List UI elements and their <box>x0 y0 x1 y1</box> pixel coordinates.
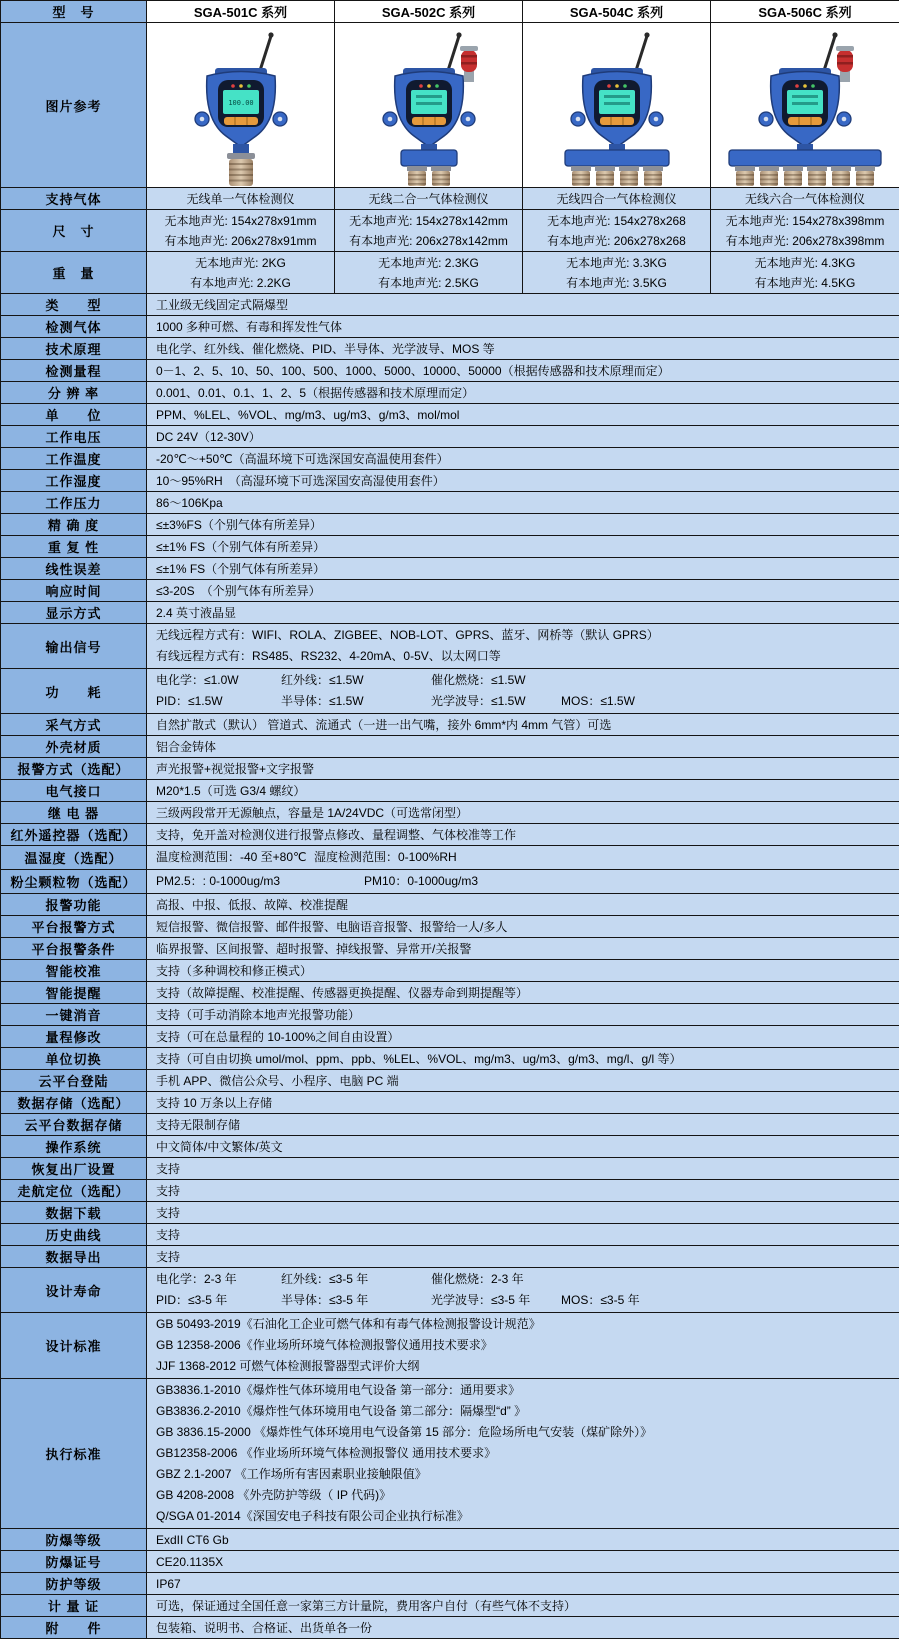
sga-504c-detector-illustration <box>524 24 710 187</box>
spec-row-value: 手机 APP、微信公众号、小程序、电脑 PC 端 <box>147 1070 899 1092</box>
model-name: SGA-506C 系列 <box>711 1 899 23</box>
spec-row-value: 支持 <box>147 1202 899 1224</box>
spec-segment: PID：≤3-5 年 <box>156 1290 281 1311</box>
model-header-label: 型 号 <box>1 1 147 23</box>
spec-row-value: -20℃～+50℃（高温环境下可选深国安高温使用套件） <box>147 448 899 470</box>
spec-row <box>1 558 899 580</box>
spec-row <box>1 960 899 982</box>
product-image-cell <box>711 23 899 188</box>
model-name: SGA-504C 系列 <box>523 1 711 23</box>
spec-segment: 光学波导：≤1.5W <box>431 691 561 712</box>
spec-row-value: 铝合金铸体 <box>147 736 899 758</box>
spec-row-value: 声光报警+视觉报警+文字报警 <box>147 758 899 780</box>
weight-row-line: 无本地声光: 2.3KG <box>335 253 522 273</box>
sga-506c-detector-illustration <box>712 24 898 187</box>
spec-row-value: 支持 <box>147 1224 899 1246</box>
spec-line <box>156 871 895 892</box>
weight-row-value <box>147 252 335 294</box>
spec-row-value <box>147 870 899 894</box>
sensor-manifold <box>565 150 669 166</box>
supported-gas-value: 无线四合一气体检测仪 <box>523 188 711 210</box>
spec-segment: PM10：0-1000ug/m3 <box>364 871 478 892</box>
weight-row <box>1 252 899 294</box>
spec-row-label: 智能提醒 <box>1 982 147 1004</box>
spec-row-label: 分 辨 率 <box>1 382 147 404</box>
spec-row-label: 走航定位（选配） <box>1 1180 147 1202</box>
spec-row-label: 精 确 度 <box>1 514 147 536</box>
spec-row-label: 输出信号 <box>1 624 147 669</box>
spec-row-value: 0－1、2、5、10、50、100、500、1000、5000、10000、50000（根据传感器和技术原理而定） <box>147 360 899 382</box>
spec-row-value: ≤3-20S （个别气体有所差异） <box>147 580 899 602</box>
spec-row-value: 支持，免开盖对检测仪进行报警点修改、量程调整、气体校准等工作 <box>147 824 899 846</box>
spec-row-label: 工作电压 <box>1 426 147 448</box>
spec-row-label: 外壳材质 <box>1 736 147 758</box>
spec-row-label: 工作湿度 <box>1 470 147 492</box>
spec-row <box>1 1313 899 1379</box>
spec-line: GB12358-2006 《作业场所环境气体检测报警仪 通用技术要求》 <box>156 1443 895 1464</box>
spec-row <box>1 316 899 338</box>
weight-row-line: 无本地声光: 2KG <box>147 253 334 273</box>
spec-row-value: 支持无限制存储 <box>147 1114 899 1136</box>
spec-row-label: 数据存储（选配） <box>1 1092 147 1114</box>
device-buttons <box>412 117 446 125</box>
model-name: SGA-502C 系列 <box>335 1 523 23</box>
spec-row-label: 量程修改 <box>1 1026 147 1048</box>
spec-row-value: 三级两段常开无源触点，容量是 1A/24VDC（可选常闭型） <box>147 802 899 824</box>
spec-row-label: 一键消音 <box>1 1004 147 1026</box>
device-buttons <box>224 117 258 125</box>
spec-row-label: 报警方式（选配） <box>1 758 147 780</box>
spec-segment: 电化学：≤1.0W <box>156 670 281 691</box>
spec-row <box>1 1026 899 1048</box>
spec-row-value: 高报、中报、低报、故障、校准提醒 <box>147 894 899 916</box>
spec-line: Q/SGA 01-2014《深国安电子科技有限公司企业执行标准》 <box>156 1506 895 1527</box>
spec-row-label: 恢复出厂设置 <box>1 1158 147 1180</box>
weight-row-line: 有本地声光: 4.5KG <box>711 273 899 293</box>
spec-row <box>1 1379 899 1529</box>
spec-line <box>156 1269 895 1290</box>
product-image-cell <box>523 23 711 188</box>
spec-segment: 电化学：2-3 年 <box>156 1269 281 1290</box>
spec-row <box>1 624 899 669</box>
spec-line: GB3836.2-2010《爆炸性气体环境用电气设备 第二部分：隔爆型“d” 》 <box>156 1401 895 1422</box>
supported-gas-row <box>1 188 899 210</box>
spec-row-value: 电化学、红外线、催化燃烧、PID、半导体、光学波导、MOS 等 <box>147 338 899 360</box>
spec-row-label: 数据导出 <box>1 1246 147 1268</box>
spec-row <box>1 580 899 602</box>
spec-row <box>1 870 899 894</box>
spec-row <box>1 1617 899 1639</box>
spec-row-label: 功 耗 <box>1 669 147 714</box>
spec-row-label: 历史曲线 <box>1 1224 147 1246</box>
spec-row-label: 数据下载 <box>1 1202 147 1224</box>
size-row-value <box>147 210 335 252</box>
spec-row-label: 防护等级 <box>1 1573 147 1595</box>
spec-row-value: 10～95%RH （高湿环境下可选深国安高湿使用套件） <box>147 470 899 492</box>
spec-row <box>1 1092 899 1114</box>
spec-row <box>1 1070 899 1092</box>
size-row-line: 有本地声光: 206x278x268 <box>523 231 710 251</box>
spec-row-label: 操作系统 <box>1 1136 147 1158</box>
spec-row <box>1 602 899 624</box>
spec-row-value: IP67 <box>147 1573 899 1595</box>
spec-row-label: 技术原理 <box>1 338 147 360</box>
spec-row-label: 防爆等级 <box>1 1529 147 1551</box>
spec-segment: PM2.5：: 0-1000ug/m3 <box>156 871 364 892</box>
spec-row-label: 电气接口 <box>1 780 147 802</box>
spec-segment: 半导体：≤3-5 年 <box>281 1290 431 1311</box>
size-row-value <box>711 210 899 252</box>
spec-row <box>1 1158 899 1180</box>
spec-row <box>1 294 899 316</box>
spec-line: JJF 1368-2012 可燃气体检测报警器型式评价大纲 <box>156 1356 895 1377</box>
spec-row-label: 显示方式 <box>1 602 147 624</box>
spec-row-value: 短信报警、微信报警、邮件报警、电脑语音报警、报警给一人/多人 <box>147 916 899 938</box>
sga-502c-detector-illustration <box>336 24 522 187</box>
spec-segment: 红外线：≤1.5W <box>281 670 431 691</box>
spec-row-value <box>147 624 899 669</box>
spec-row <box>1 938 899 960</box>
spec-row-label: 计 量 证 <box>1 1595 147 1617</box>
spec-row-label: 云平台登陆 <box>1 1070 147 1092</box>
device-screen-reading: 100.00 <box>228 99 253 107</box>
product-image-cell <box>147 23 335 188</box>
spec-row-value <box>147 1379 899 1529</box>
spec-line: 无线远程方式有：WIFI、ROLA、ZIGBEE、NOB-LOT、GPRS、蓝牙、网桥等（默认 GPRS） <box>156 625 895 646</box>
weight-row-value <box>523 252 711 294</box>
spec-row-label: 温湿度（选配） <box>1 846 147 870</box>
spec-row-value: 支持（可手动消除本地声光报警功能） <box>147 1004 899 1026</box>
spec-segment: 温度检测范围：-40 至+80℃ <box>156 847 314 868</box>
spec-row-value: 支持（故障提醒、校准提醒、传感器更换提醒、仪器寿命到期提醒等） <box>147 982 899 1004</box>
spec-row <box>1 1246 899 1268</box>
spec-row <box>1 1595 899 1617</box>
spec-line: GBZ 2.1-2007 《工作场所有害因素职业接触限值》 <box>156 1464 895 1485</box>
spec-row <box>1 714 899 736</box>
spec-segment: 催化燃烧：≤1.5W <box>431 670 561 691</box>
size-row-line: 有本地声光: 206x278x91mm <box>147 231 334 251</box>
weight-row-line: 无本地声光: 3.3KG <box>523 253 710 273</box>
spec-row-value: 2.4 英寸液晶显 <box>147 602 899 624</box>
spec-row-label: 检测量程 <box>1 360 147 382</box>
weight-row-line: 无本地声光: 4.3KG <box>711 253 899 273</box>
spec-row-value: ExdII CT6 Gb <box>147 1529 899 1551</box>
size-row-line: 无本地声光: 154x278x268 <box>523 211 710 231</box>
spec-row-label: 平台报警条件 <box>1 938 147 960</box>
spec-segment: 湿度检测范围：0-100%RH <box>314 847 457 868</box>
spec-row-value: ≤±3%FS（个别气体有所差异） <box>147 514 899 536</box>
size-row <box>1 210 899 252</box>
spec-row-label: 智能校准 <box>1 960 147 982</box>
spec-row-value: 临界报警、区间报警、超时报警、掉线报警、异常开/关报警 <box>147 938 899 960</box>
size-row-value <box>335 210 523 252</box>
device-buttons <box>600 117 634 125</box>
spec-row-value: 支持 <box>147 1158 899 1180</box>
spec-row-value: 支持（可在总量程的 10-100%之间自由设置） <box>147 1026 899 1048</box>
weight-row-line: 有本地声光: 3.5KG <box>523 273 710 293</box>
spec-segment: 催化燃烧：2-3 年 <box>431 1269 561 1290</box>
spec-row-label: 附 件 <box>1 1617 147 1639</box>
spec-row <box>1 982 899 1004</box>
size-row-label: 尺 寸 <box>1 210 147 252</box>
device-buttons <box>788 117 822 125</box>
spec-line: GB 3836.15-2000 《爆炸性气体环境用电气设备第 15 部分：危险场所电气安装（煤矿除外）》 <box>156 1422 895 1443</box>
spec-row-label: 工作温度 <box>1 448 147 470</box>
spec-line <box>156 670 895 691</box>
spec-row-value: 中文简体/中文繁体/英文 <box>147 1136 899 1158</box>
spec-row <box>1 470 899 492</box>
spec-row-label: 响应时间 <box>1 580 147 602</box>
spec-row <box>1 1202 899 1224</box>
spec-row-label: 采气方式 <box>1 714 147 736</box>
spec-row-value: 支持 10 万条以上存储 <box>147 1092 899 1114</box>
spec-row <box>1 426 899 448</box>
spec-row <box>1 1551 899 1573</box>
spec-line: GB 12358-2006《作业场所环境气体检测报警仪通用技术要求》 <box>156 1335 895 1356</box>
spec-row-value: 0.001、0.01、0.1、1、2、5（根据传感器和技术原理而定） <box>147 382 899 404</box>
spec-row <box>1 802 899 824</box>
spec-row-value <box>147 846 899 870</box>
size-row-line: 无本地声光: 154x278x142mm <box>335 211 522 231</box>
spec-line <box>156 847 895 868</box>
spec-row <box>1 894 899 916</box>
spec-row-value: 1000 多种可燃、有毒和挥发性气体 <box>147 316 899 338</box>
spec-row-value <box>147 669 899 714</box>
sensor-manifold <box>401 150 457 166</box>
spec-row-label: 单位切换 <box>1 1048 147 1070</box>
spec-row-value: DC 24V（12-30V） <box>147 426 899 448</box>
spec-row <box>1 514 899 536</box>
spec-segment: MOS：≤1.5W <box>561 691 635 712</box>
supported-gas-value: 无线六合一气体检测仪 <box>711 188 899 210</box>
sensor-manifold <box>729 150 881 166</box>
spec-row <box>1 758 899 780</box>
spec-row-value: 支持（可自由切换 umol/mol、ppm、ppb、%LEL、%VOL、mg/m3、ug/m3、g/m3、mg/l、g/l 等） <box>147 1048 899 1070</box>
spec-row <box>1 1224 899 1246</box>
spec-row <box>1 1136 899 1158</box>
spec-row <box>1 1529 899 1551</box>
spec-row-label: 线性误差 <box>1 558 147 580</box>
spec-row-value: 86～106Kpa <box>147 492 899 514</box>
spec-segment: 红外线：≤3-5 年 <box>281 1269 431 1290</box>
weight-row-value <box>335 252 523 294</box>
spec-row-value: ≤±1% FS（个别气体有所差异） <box>147 536 899 558</box>
spec-row <box>1 780 899 802</box>
supported-gas-label: 支持气体 <box>1 188 147 210</box>
model-name: SGA-501C 系列 <box>147 1 335 23</box>
size-row-line: 有本地声光: 206x278x142mm <box>335 231 522 251</box>
spec-segment: 半导体：≤1.5W <box>281 691 431 712</box>
spec-segment: MOS：≤3-5 年 <box>561 1290 640 1311</box>
spec-row-value: PPM、%LEL、%VOL、mg/m3、ug/m3、g/m3、mol/mol <box>147 404 899 426</box>
spec-row <box>1 1180 899 1202</box>
spec-row-label: 类 型 <box>1 294 147 316</box>
spec-row <box>1 916 899 938</box>
spec-row-label: 检测气体 <box>1 316 147 338</box>
spec-row-value: 支持（多种调校和修正模式） <box>147 960 899 982</box>
spec-row-label: 防爆证号 <box>1 1551 147 1573</box>
spec-row <box>1 338 899 360</box>
spec-row <box>1 824 899 846</box>
spec-row <box>1 1048 899 1070</box>
spec-row-value: 支持 <box>147 1246 899 1268</box>
spec-row-label: 云平台数据存储 <box>1 1114 147 1136</box>
spec-line <box>156 691 895 712</box>
spec-row <box>1 492 899 514</box>
spec-row <box>1 1573 899 1595</box>
spec-row <box>1 404 899 426</box>
size-row-line: 有本地声光: 206x278x398mm <box>711 231 899 251</box>
weight-row-value <box>711 252 899 294</box>
weight-row-line: 有本地声光: 2.2KG <box>147 273 334 293</box>
spec-row <box>1 382 899 404</box>
spec-row <box>1 1114 899 1136</box>
spec-row-label: 红外遥控器（选配） <box>1 824 147 846</box>
weight-row-label: 重 量 <box>1 252 147 294</box>
spec-row-label: 单 位 <box>1 404 147 426</box>
product-image-row <box>1 23 899 188</box>
spec-segment: 光学波导：≤3-5 年 <box>431 1290 561 1311</box>
spec-row-value <box>147 1268 899 1313</box>
spec-row-value <box>147 1313 899 1379</box>
spec-row-label: 继 电 器 <box>1 802 147 824</box>
spec-line: 有线远程方式有：RS485、RS232、4-20mA、0-5V、以太网口等 <box>156 646 895 667</box>
size-row-line: 无本地声光: 154x278x91mm <box>147 211 334 231</box>
spec-row <box>1 1268 899 1313</box>
spec-line: GB3836.1-2010《爆炸性气体环境用电气设备 第一部分：通用要求》 <box>156 1380 895 1401</box>
supported-gas-value: 无线二合一气体检测仪 <box>335 188 523 210</box>
spec-row-label: 设计标准 <box>1 1313 147 1379</box>
spec-row <box>1 1004 899 1026</box>
spec-row <box>1 669 899 714</box>
spec-row <box>1 736 899 758</box>
model-header-row <box>1 1 899 23</box>
spec-row-label: 报警功能 <box>1 894 147 916</box>
spec-row <box>1 536 899 558</box>
weight-row-line: 有本地声光: 2.5KG <box>335 273 522 293</box>
spec-segment: PID：≤1.5W <box>156 691 281 712</box>
supported-gas-value: 无线单一气体检测仪 <box>147 188 335 210</box>
spec-row-value: 工业级无线固定式隔爆型 <box>147 294 899 316</box>
spec-row-value: 可选，保证通过全国任意一家第三方计量院，费用客户自付（有些气体不支持） <box>147 1595 899 1617</box>
spec-row-label: 粉尘颗粒物（选配） <box>1 870 147 894</box>
spec-line: GB 4208-2008 《外壳防护等级（ IP 代码)》 <box>156 1485 895 1506</box>
spec-row <box>1 360 899 382</box>
spec-line <box>156 1290 895 1311</box>
spec-row-label: 设计寿命 <box>1 1268 147 1313</box>
size-row-line: 无本地声光: 154x278x398mm <box>711 211 899 231</box>
spec-row <box>1 448 899 470</box>
spec-row-label: 平台报警方式 <box>1 916 147 938</box>
spec-line: GB 50493-2019《石油化工企业可燃气体和有毒气体检测报警设计规范》 <box>156 1314 895 1335</box>
spec-row <box>1 846 899 870</box>
spec-row-value: CE20.1135X <box>147 1551 899 1573</box>
spec-row-label: 重 复 性 <box>1 536 147 558</box>
spec-row-value: 包装箱、说明书、合格证、出货单各一份 <box>147 1617 899 1639</box>
spec-row-label: 执行标准 <box>1 1379 147 1529</box>
image-row-label: 图片参考 <box>1 23 147 188</box>
size-row-value <box>523 210 711 252</box>
spec-table-body <box>1 1 899 1639</box>
sga-501c-detector-illustration <box>148 24 334 187</box>
product-image-cell <box>335 23 523 188</box>
spec-row-value: 自然扩散式（默认） 管道式、流通式（一进一出气嘴，接外 6mm*内 4mm 气管）可选 <box>147 714 899 736</box>
spec-row-value: ≤±1% FS（个别气体有所差异） <box>147 558 899 580</box>
spec-row-value: M20*1.5（可选 G3/4 螺纹） <box>147 780 899 802</box>
spec-row-label: 工作压力 <box>1 492 147 514</box>
spec-row-value: 支持 <box>147 1180 899 1202</box>
